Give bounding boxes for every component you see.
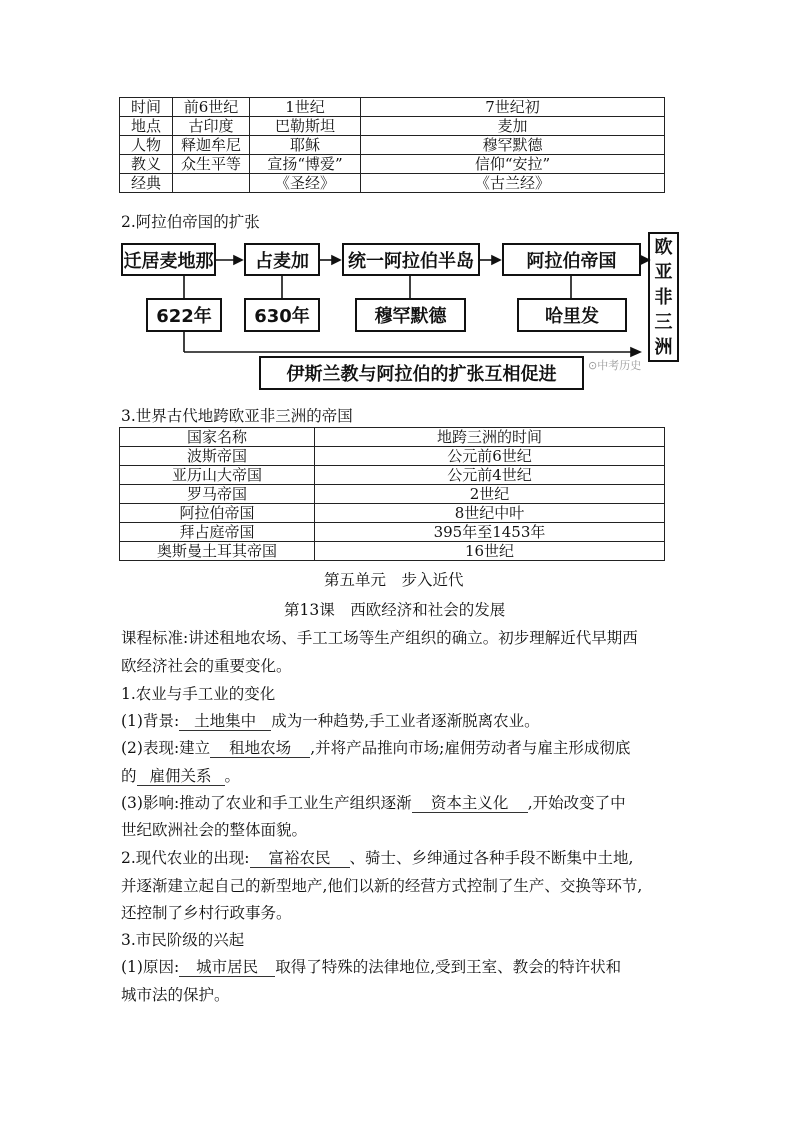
- table-cell: 公元前4世纪: [315, 466, 665, 485]
- table-cell: 古印度: [173, 117, 250, 136]
- table-cell: 地点: [120, 117, 173, 136]
- empire-table: [119, 427, 665, 561]
- table-cell: 拜占庭帝国: [120, 523, 315, 542]
- table-cell: 前6世纪: [173, 98, 250, 117]
- lesson-title: 第13课 西欧经济和社会的发展: [284, 601, 506, 619]
- table-cell: 7世纪初: [361, 98, 665, 117]
- table-cell: 公元前6世纪: [315, 447, 665, 466]
- table-cell: 经典: [120, 174, 173, 193]
- watermark-icon: ⊙: [588, 359, 598, 372]
- table-header-cell: 地跨三洲的时间: [315, 428, 665, 447]
- table-cell: 众生平等: [173, 155, 250, 174]
- table-cell: 395年至1453年: [315, 523, 665, 542]
- table-cell: 阿拉伯帝国: [120, 504, 315, 523]
- s2-line1: 2.现代农业的出现: 富裕农民 、骑士、乡绅通过各种手段不断集中土地,: [121, 849, 634, 867]
- blank-answer: 土地集中: [179, 712, 271, 731]
- table-cell: 波斯帝国: [120, 447, 315, 466]
- table-cell: 《古兰经》: [361, 174, 665, 193]
- unit-title: 第五单元 步入近代: [324, 571, 464, 589]
- side-char: 洲: [654, 336, 673, 358]
- table-cell: 罗马帝国: [120, 485, 315, 504]
- flow-box-630: 630年: [244, 298, 320, 332]
- flow-box-caliph: 哈里发: [517, 298, 627, 332]
- side-char: 亚: [654, 261, 673, 283]
- flow-box-empire: 阿拉伯帝国: [502, 243, 641, 276]
- table-cell: 16世纪: [315, 542, 665, 561]
- s1-manifestation-cont: 的 雇佣关系 。: [121, 767, 241, 785]
- s3-reason: (1)原因: 城市居民 取得了特殊的法律地位,受到王室、教会的特许状和: [121, 958, 622, 976]
- flow-box-muhammad: 穆罕默德: [355, 298, 466, 332]
- table-cell: 释迦牟尼: [173, 136, 250, 155]
- flow-box-three-continents: [648, 232, 679, 362]
- course-standard-line2: 欧经济社会的重要变化。: [121, 657, 292, 675]
- section3-title: 3.世界古代地跨欧亚非三洲的帝国: [121, 407, 353, 425]
- flow-box-622: 622年: [146, 298, 222, 332]
- table-cell: 穆罕默德: [361, 136, 665, 155]
- flow-box-migrate: 迁居麦地那: [121, 243, 216, 276]
- table-cell: 时间: [120, 98, 173, 117]
- s3-title: 3.市民阶级的兴起: [121, 931, 245, 949]
- blank-answer: 城市居民: [179, 958, 275, 977]
- side-char: 三: [654, 311, 673, 333]
- table-cell: 宣扬“博爱”: [250, 155, 361, 174]
- table-header-row: [120, 428, 665, 447]
- flow-box-unify: 统一阿拉伯半岛: [342, 243, 480, 276]
- s1-manifestation: (2)表现:建立 租地农场 ,并将产品推向市场;雇佣劳动者与雇主形成彻底: [121, 739, 631, 757]
- section2-title: 2.阿拉伯帝国的扩张: [121, 213, 260, 231]
- table-row: [120, 504, 665, 523]
- side-char: 非: [654, 286, 673, 308]
- blank-answer: 租地农场: [210, 739, 310, 758]
- s1-impact-cont: 世纪欧洲社会的整体面貌。: [121, 821, 308, 839]
- table-cell: 信仰“安拉”: [361, 155, 665, 174]
- table-cell: 2世纪: [315, 485, 665, 504]
- flow-box-mecca: 占麦加: [244, 243, 320, 276]
- table-cell: 教义: [120, 155, 173, 174]
- table-header-cell: 国家名称: [120, 428, 315, 447]
- s3-reason-cont: 城市法的保护。: [121, 986, 230, 1004]
- s1-title: 1.农业与手工业的变化: [121, 685, 276, 703]
- blank-answer: 富裕农民: [250, 849, 350, 868]
- s2-line3: 还控制了乡村行政事务。: [121, 904, 292, 922]
- s2-line2: 并逐渐建立起自己的新型地产,他们以新的经营方式控制了生产、交换等环节,: [121, 877, 643, 895]
- s1-impact: (3)影响:推动了农业和手工业生产组织逐渐 资本主义化 ,开始改变了中: [121, 794, 626, 812]
- table-cell: 麦加: [361, 117, 665, 136]
- table-cell: 人物: [120, 136, 173, 155]
- table-cell: 巴勒斯坦: [250, 117, 361, 136]
- table-row: [120, 466, 665, 485]
- table-row: [120, 485, 665, 504]
- blank-answer: 雇佣关系: [137, 767, 225, 786]
- table-cell: 1世纪: [250, 98, 361, 117]
- table-row: [120, 523, 665, 542]
- table-cell: 亚历山大帝国: [120, 466, 315, 485]
- table-cell: 奥斯曼土耳其帝国: [120, 542, 315, 561]
- table-row: [120, 447, 665, 466]
- s1-background: (1)背景: 土地集中 成为一种趋势,手工业者逐渐脱离农业。: [121, 712, 540, 730]
- table-cell: 8世纪中叶: [315, 504, 665, 523]
- flow-banner: 伊斯兰教与阿拉伯的扩张互相促进: [259, 356, 584, 390]
- table-row: [120, 542, 665, 561]
- course-standard-line1: 课程标准:讲述租地农场、手工工场等生产组织的确立。初步理解近代早期西: [121, 629, 638, 647]
- table-cell: 《圣经》: [250, 174, 361, 193]
- side-char: 欧: [654, 236, 673, 258]
- blank-answer: 资本主义化: [412, 794, 528, 813]
- watermark: ⊙中考历史: [588, 359, 642, 372]
- table-cell: 耶稣: [250, 136, 361, 155]
